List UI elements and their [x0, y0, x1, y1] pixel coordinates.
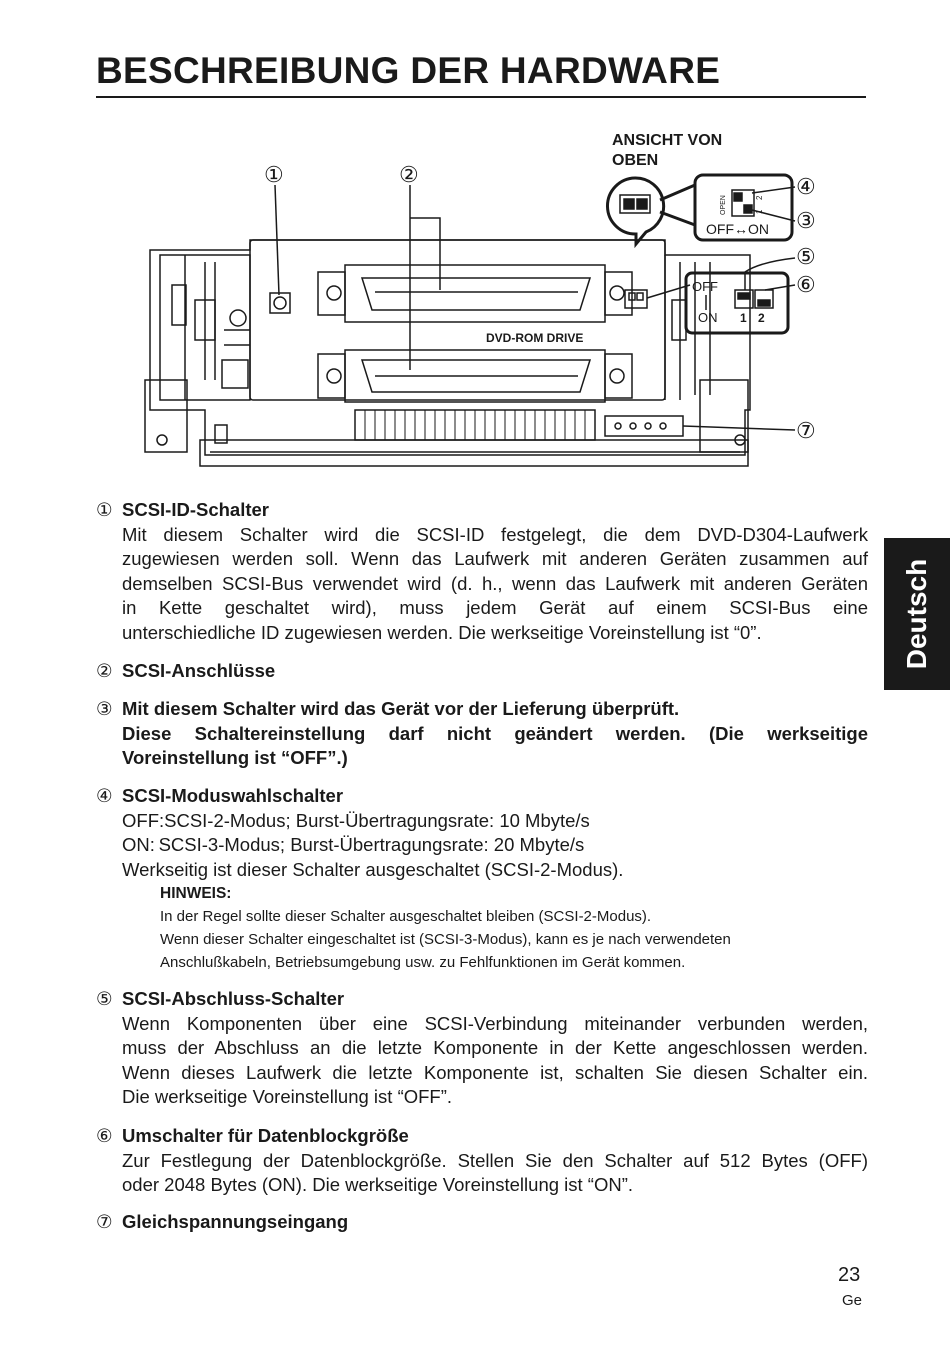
callout-2: ②	[399, 162, 419, 187]
item-heading: SCSI-ID-Schalter	[122, 499, 270, 520]
callout-7: ⑦	[796, 418, 816, 443]
item-line: Werkseitig ist dieser Schalter ausgeschaltet (SCSI-2-Modus).	[122, 858, 624, 880]
note-line: Anschlußkabeln, Betriebsumgebung usw. zu Fehlfunktionen im Gerät kommen.	[160, 954, 686, 971]
item-heading: Gleichspannungseingang	[122, 1211, 349, 1232]
item-line: Mit diesem Schalter wird die SCSI-ID festgelegt, die dem DVD-D304-Laufwerk	[122, 523, 868, 545]
item-number: ③	[96, 698, 113, 719]
item-heading: SCSI-Moduswahlschalter	[122, 785, 344, 806]
dc-input-connector	[605, 416, 683, 436]
item-heading: Umschalter für Datenblockgröße	[122, 1125, 409, 1146]
off-on-label: OFF↔ON	[706, 221, 769, 237]
item-line: Diese Schaltereinstellung darf nicht geändert werden. (Die werkseitige	[122, 722, 868, 744]
chassis-base	[200, 440, 748, 466]
item-line: demselben SCSI-Bus verwendet wird (d. h., wenn das Laufwerk mit anderen Geräten	[122, 572, 868, 594]
item-number: ②	[96, 660, 113, 681]
callout-4: ④	[796, 174, 816, 199]
item-line: ON: SCSI-3-Modus; Burst-Übertragungsrate: 20 Mbyte/s	[122, 834, 585, 855]
switch-on-label: ON	[698, 310, 718, 325]
left-bracket	[145, 380, 187, 452]
screw-hole-left	[157, 435, 167, 445]
note-line: In der Regel sollte dieser Schalter ausgeschaltet bleiben (SCSI-2-Modus).	[160, 908, 652, 925]
item-line: unterschiedliche ID zugewiesen werden. Die werkseitige Voreinstellung ist “0”.	[122, 621, 762, 643]
open-label: OPEN	[720, 195, 727, 215]
note-heading: HINWEIS:	[160, 885, 232, 902]
callout-5: ⑤	[796, 244, 816, 269]
item-number: ⑥	[96, 1125, 113, 1146]
note-line: Wenn dieser Schalter eingeschaltet ist (SCSI-3-Modus), kann es je nach verwendeten	[160, 931, 731, 948]
dip-num-2: 1	[755, 209, 764, 214]
grille-lines	[365, 410, 585, 440]
item-heading: Mit diesem Schalter wird das Gerät vor der Lieferung überprüft.	[122, 698, 680, 719]
item-line: Die werkseitige Voreinstellung ist “OFF”.	[122, 1086, 453, 1107]
page-language-code: Ge	[842, 1292, 863, 1309]
page-title: BESCHREIBUNG DER HARDWARE	[96, 50, 721, 91]
chassis-outline	[150, 240, 750, 455]
top-view-label-line2: OBEN	[612, 152, 659, 169]
item-heading: SCSI-Abschluss-Schalter	[122, 988, 345, 1009]
item-line: Voreinstellung ist “OFF”.)	[122, 747, 348, 768]
dip-num-1: 2	[755, 195, 764, 200]
language-side-tab	[884, 538, 950, 690]
language-side-tab-label: Deutsch	[901, 558, 932, 670]
item-heading: SCSI-Anschlüsse	[122, 660, 276, 681]
item-scsi-mode-switch	[96, 784, 868, 974]
item-termination-switch	[96, 987, 868, 1110]
item-line: OFF:SCSI-2-Modus; Burst-Übertragungsrate: 10 Mbyte/s	[122, 809, 590, 831]
item-dc-input	[96, 1210, 868, 1235]
switch-off-label: OFF	[692, 279, 718, 294]
callout-1: ①	[264, 162, 284, 187]
hardware-diagram	[0, 115, 950, 475]
callout-6: ⑥	[796, 272, 816, 297]
note-box	[160, 882, 868, 974]
top-view-bubble	[607, 178, 663, 244]
drive-label: DVD-ROM DRIVE	[486, 331, 584, 345]
item-number: ①	[96, 499, 113, 520]
item-line: oder 2048 Bytes (ON). Die werkseitige Voreinstellung ist “ON”.	[122, 1174, 634, 1195]
item-line: zugewiesen werden soll. Wenn das Laufwerk mit anderen Geräten zusammen auf	[122, 548, 868, 569]
switch-num-1: 1	[740, 311, 747, 325]
item-line: Wenn Komponenten über eine SCSI-Verbindung miteinander verbunden werden,	[122, 1012, 868, 1034]
switch-num-2: 2	[758, 311, 765, 325]
page-number: 23	[838, 1264, 861, 1286]
title-rule	[96, 96, 866, 98]
top-view-label-line1: ANSICHT VON	[612, 132, 723, 149]
item-line: muss der Abschluss an die letzte Komponente in der Kette angeschlossen werden.	[122, 1037, 868, 1058]
item-scsi-id-switch	[96, 498, 868, 645]
item-line: Zur Festlegung der Datenblockgröße. Stellen Sie den Schalter auf 512 Bytes (OFF)	[122, 1149, 868, 1171]
callout-3: ③	[796, 208, 816, 233]
item-line: Wenn dieses Laufwerk die letzte Komponente ist, schalten Sie diesen Schalter ein.	[122, 1061, 868, 1083]
item-scsi-connectors	[96, 659, 868, 684]
scsi-connector-top	[345, 265, 605, 322]
item-number: ⑦	[96, 1211, 113, 1232]
item-line: in Kette geschaltet wird), muss jedem Gerät auf einem SCSI-Bus eine	[122, 597, 868, 618]
scsi-id-switch	[270, 293, 290, 313]
item-number: ④	[96, 785, 113, 806]
item-number: ⑤	[96, 988, 113, 1009]
item-factory-check-switch	[96, 697, 868, 771]
right-bracket	[700, 380, 748, 452]
item-block-size-switch	[96, 1124, 868, 1198]
